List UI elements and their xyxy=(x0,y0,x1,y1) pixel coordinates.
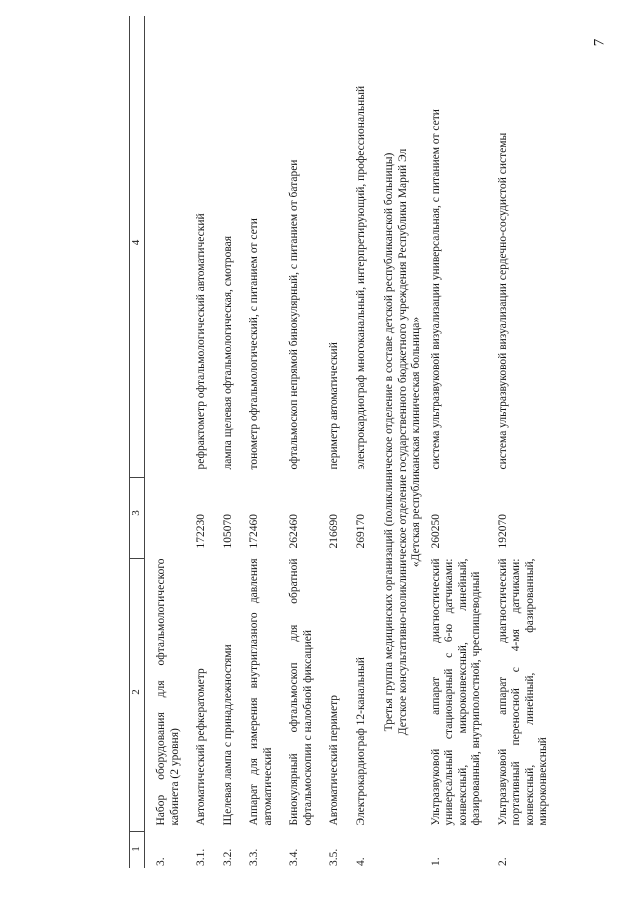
equipment-code: 172460 xyxy=(248,514,260,549)
equipment-description: рефрактометр офтальмологический автоматический xyxy=(195,213,207,470)
equipment-description: электрокардиограф многоканальный, интерпретирующий, профессиональный xyxy=(354,85,367,470)
equipment-description: лампа щелевая офтальмологическая, смотровая xyxy=(221,235,234,470)
equipment-description: система ультразвуковой визуализации сердечно-сосудистой системы xyxy=(496,132,509,470)
table-row xyxy=(248,16,275,868)
row-number: 4. xyxy=(354,857,367,866)
equipment-code: 172230 xyxy=(195,514,207,549)
row-number: 1. xyxy=(429,857,442,866)
page-number: 7 xyxy=(591,38,608,47)
equipment-code: 216690 xyxy=(328,514,340,549)
equipment-code: 105070 xyxy=(221,514,234,549)
group-title-line: Третья группа медицинских организаций (поликлиническое отделение в составе детской республиканской больницы) xyxy=(383,152,395,732)
equipment-name: Аппарат для измерения внутриглазного давления автоматический xyxy=(248,558,274,826)
group-title-line: Детское консультативно-поликлиническое отделение государственного бюджетного учреждения Республики Марий Эл xyxy=(396,148,409,736)
equipment-name: Ультразвуковой аппарат диагностический универсальный стационарный с 6-ю датчиками: конвексный, микроконвексный, линейный, фазированный, внутриполостной, чреспищеводный xyxy=(429,558,482,826)
column-header-1: 1 xyxy=(130,832,145,869)
equipment-code: 262460 xyxy=(288,514,300,549)
equipment-description xyxy=(145,16,183,478)
equipment-code: 192070 xyxy=(496,514,509,549)
equipment-name: Электрокардиограф 12-канальный xyxy=(354,657,367,826)
equipment-description: система ультразвуковой визуализации универсальная, с питанием от сети xyxy=(429,109,442,470)
equipment-description: офтальмоскоп непрямой бинокулярный, с питанием от батареи xyxy=(288,159,300,470)
equipment-name: Набор оборудования для офтальмологического кабинета (2 уровня) xyxy=(155,558,181,826)
row-number: 3.4. xyxy=(288,848,300,866)
table-row xyxy=(222,16,236,868)
equipment-description: тонометр офтальмологический, с питанием от сети xyxy=(248,218,260,470)
table-row xyxy=(145,16,183,868)
row-number: 3.3. xyxy=(248,848,260,866)
equipment-name: Щелевая лампа с принадлежностями xyxy=(221,644,234,826)
row-number: 3.5. xyxy=(328,848,340,866)
column-header-2: 2 xyxy=(130,559,145,832)
row-number: 3.2. xyxy=(221,848,234,866)
table-row xyxy=(288,16,315,868)
equipment-description: периметр автоматический xyxy=(328,342,340,470)
equipment-table xyxy=(129,16,551,868)
column-header-3: 3 xyxy=(130,478,145,559)
row-number: 2. xyxy=(496,857,509,866)
equipment-code: 269170 xyxy=(354,514,367,549)
group-title-line: «Детская республиканская клиническая больница» xyxy=(410,316,422,568)
table-header-row xyxy=(130,16,145,868)
column-header-4: 4 xyxy=(130,16,145,478)
equipment-name: Автоматический рефкератометр xyxy=(195,668,207,826)
row-number: 3.1. xyxy=(195,848,207,866)
table-row xyxy=(430,16,484,868)
equipment-name: Автоматический периметр xyxy=(328,694,340,826)
table-row xyxy=(328,16,342,868)
table-row xyxy=(195,16,209,868)
table-row xyxy=(355,16,369,868)
equipment-name: Ультразвуковой аппарат диагностический портативный переносной с 4-мя датчиками: конвексный, линейный, фазированный, микроконвексный xyxy=(496,558,549,826)
table-row xyxy=(497,16,551,868)
group-title xyxy=(381,16,430,868)
row-number: 3. xyxy=(155,857,167,866)
equipment-name: Бинокулярный офтальмоскоп для обратной офтальмоскопии с налобной фиксацией xyxy=(288,558,314,826)
equipment-code: 260250 xyxy=(429,514,442,549)
equipment-code xyxy=(145,478,183,559)
